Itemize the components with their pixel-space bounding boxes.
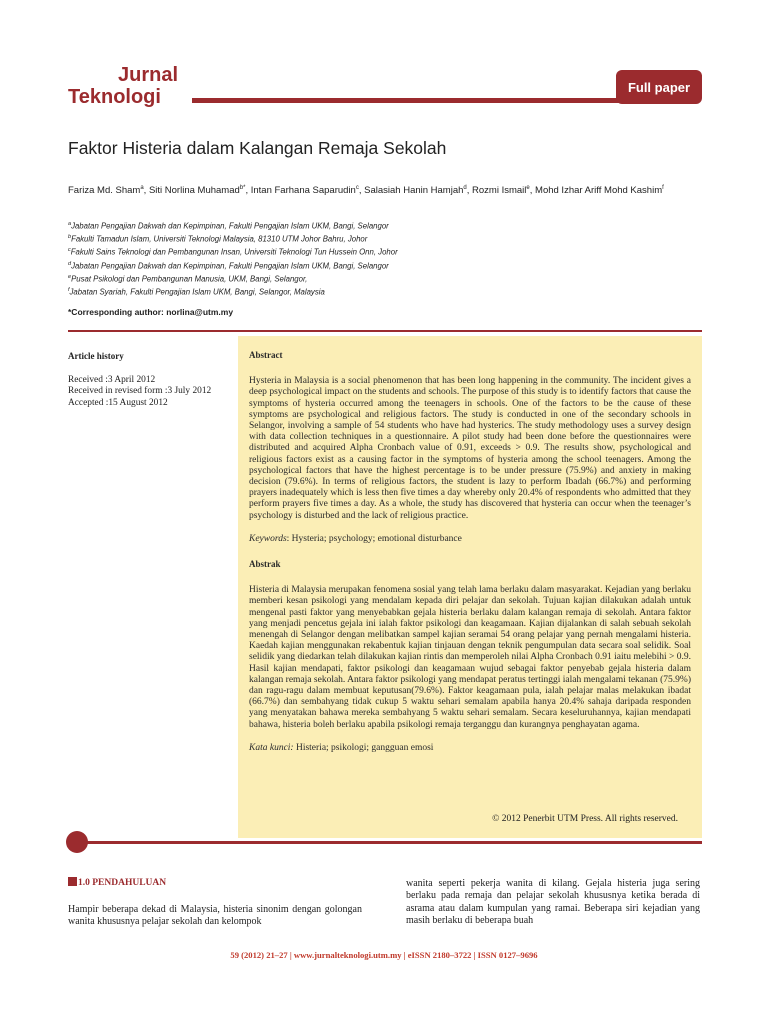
abstrak-heading: Abstrak (249, 559, 281, 570)
bottom-divider (68, 841, 702, 844)
affiliation-sup: c (68, 247, 71, 254)
body-column-right: wanita seperti pekerja wanita di kilang. Gejala histeria juga sering berlaku pada remaja dan pelajar sekolah khususnya ketika berada di asrama atau dalam kumpulan yang ramai. Beberapa siri kejadian yang masih berlaku di beberapa buah (406, 878, 700, 927)
author-name: Salasiah Hanin Hamjah (364, 185, 464, 197)
page-footer[interactable]: 59 (2012) 21–27 | www.jurnalteknologi.utm.my | eISSN 2180–3722 | ISSN 0127–9696 (230, 950, 538, 960)
author-list: Fariza Md. Sham$^a$, Siti Norlina Muhamad$^{b*}$, Intan Farhana Saparudin$^c$, Salasiah Hanin Hamjah$^d$, Rozmi Ismail$^e$, Mohd Izhar Ariff Mohd Kashim$^f$ (68, 185, 664, 197)
abstrak-text: Histeria di Malaysia merupakan fenomena sosial yang telah lama berlaku dalam masyarakat. Kejadian yang berlaku memberi kesan psikologi yang mendalam kepada diri pelajar dan sekolah. Tujuan kajian dilakukan adalah untuk mengenal pasti faktor yang menyebabkan gejala histeria berlaku dalam kalangan remaja di sekolah. Antara faktor yang menjadi pencetus gejala ini ialah faktor psikologi dan keagamaan. Kajian dijalankan di salah sebuah sekolah menengah di Selangor dengan melibatkan sampel kajian seramai 54 orang pelajar yang pernah mengalami histeria. Kaedah kajian menggunakan rekabentuk kajian tinjauan dengan teknik pengumpulan data secara soal selidik. Soal selidik yang diedarkan telah dilakukan kajian rintis dan memperoleh nilai Alpha Cronbach 0.91 iaitu melebihi > 0.9. Hasil kajian mendapati, faktor psikologi dan keagamaan wujud sebagai faktor penyebab gejala histeria dalam kalangan remaja sekolah. Antara faktor psikologi yang mendapat peratus tertinggi ialah mengalami tekanan (75.9%) dan ragu-ragu dalam membuat keputusan(79.6%). Faktor keagamaan pula, ialah pelajar malas melakukan ibadat (66.7%) dan sembahyang tidak cukup 5 waktu sehari semalam apabila hanya 20.4% sahaja daripada responden yang menyatakan bahawa mereka sembahyang 5 waktu sehari semalam. Secara keseluruhannya, kajian mendapati bahawa, histeria boleh berlaku apabila psikologi remaja terganggu dan kurangnya penghayatan agama. (249, 585, 691, 730)
revised-date: Received in revised form :3 July 2012 (68, 386, 212, 397)
kata-kunci-text: Histeria; psikologi; gangguan emosi (293, 742, 434, 753)
affiliation-item (68, 232, 708, 245)
affiliation-sup: a (68, 221, 72, 227)
affiliation-list (68, 219, 708, 298)
affiliation-sup: b (68, 234, 72, 241)
received-date: Received :3 April 2012 (68, 375, 156, 385)
journal-logo (68, 64, 178, 108)
abstract-heading: Abstract (249, 350, 283, 360)
paper-title: Faktor Histeria dalam Kalangan Remaja Sekolah (68, 138, 447, 158)
abstract-keywords (249, 534, 691, 545)
keywords-text: : Hysteria; psychology; emotional disturbance (286, 533, 462, 544)
abstract-text: Hysteria in Malaysia is a social phenomenon that has been long happening in the community. The incident gives a deep psychological impact on the students and schools. The purpose of this study is to identify factors that cause the symptoms of hysteria occurred among the teenagers in schools. One of the factors to be the cause of these symptoms are psychological and religious factors. The study is conducted in one of the secondary schools in Selangor, involving a sample of 54 students who have had hysterics. The study methodology uses a survey design with data collection techniques in a questionnaire. A pilot study had been done before the questionnaires were distributed and acquired Alpha Cronbach value of 0.91, exceeds > 0.9. The results show, psychological and religious factors exist as a causing factor in the symptoms of hysteria among the school teenagers. Among the psychological factors that have the highest percentage is to be under pressure (75.9%) and anxiety in making decision (79.6%). In terms of religious factors, the student is lazy to perform Ibadah (66.7%) and performing prayers inadequately which is less then five times a day whereby only 20.4% of respondents who admitted that they perform prayers five times a day. As a whole, the study has discovered that hysteria can occur when the teenager’s psychology is disturbed and the lack of religious practice. (249, 376, 691, 521)
abstrak-keywords (249, 743, 691, 754)
section-title: 1.0 PENDAHULUAN (78, 878, 167, 888)
author-name: Mohd Izhar Ariff Mohd Kashim (535, 185, 663, 197)
affiliation-text: Jabatan Pengajian Dakwah dan Kepimpinan, Fakulti Pengajian Islam UKM, Bangi, Selangor (71, 261, 389, 271)
affiliation-item (68, 259, 708, 272)
section-square-icon (68, 877, 77, 886)
article-history-heading: Article history (68, 351, 124, 361)
logo-line-2: Teknologi (68, 86, 161, 108)
author-sup: d (463, 185, 467, 191)
affiliation-sup: e (68, 273, 72, 280)
affiliation-item (68, 219, 708, 232)
affiliation-text: Jabatan Pengajian Dakwah dan Kepimpinan, Fakulti Pengajian Islam UKM, Bangi, Selangor (71, 221, 389, 231)
header-rule (192, 98, 628, 103)
affiliation-text: Fakulti Sains Teknologi dan Pembangunan Insan, Universiti Teknologi Tun Hussein Onn, Johor (70, 247, 398, 257)
author-sup: b* (239, 185, 246, 191)
affiliation-sup: d (68, 260, 72, 267)
author-sup: e (526, 185, 530, 191)
accepted-date: Accepted :15 August 2012 (68, 397, 168, 408)
author-name: Rozmi Ismail (472, 185, 527, 197)
author-name: Fariza Md. Sham (68, 185, 141, 197)
affiliation-item (68, 285, 708, 298)
affiliation-item (68, 272, 708, 285)
author-sup: f (662, 185, 664, 191)
affiliation-text: Jabatan Syariah, Fakulti Pengajian Islam UKM, Bangi, Selangor, Malaysia (69, 287, 325, 297)
corresponding-author: *Corresponding author: norlina@utm.my (68, 307, 234, 317)
author-name: Siti Norlina Muhamad (148, 185, 240, 197)
kata-kunci-label: Kata kunci: (249, 742, 294, 753)
author-name: Intan Farhana Saparudin (250, 185, 356, 197)
affiliation-text: Pusat Psikologi dan Pembangunan Manusia, UKM, Bangi, Selangor, (71, 274, 308, 284)
section-heading (68, 877, 166, 888)
affiliation-text: Fakulti Tamadun Islam, Universiti Teknologi Malaysia, 81310 UTM Johor Bahru, Johor (71, 234, 368, 244)
copyright-notice: © 2012 Penerbit UTM Press. All rights reserved. (492, 814, 678, 824)
full-paper-badge: Full paper (616, 70, 702, 104)
author-sup: a (140, 185, 144, 191)
abstract-box (238, 336, 702, 838)
author-sup: c (355, 185, 359, 191)
body-column-left: Hampir beberapa dekad di Malaysia, histeria sinonim dengan golongan wanita khususnya pelajar sekolah dan kelompok (68, 904, 362, 928)
keywords-label: Keywords (249, 533, 287, 544)
divider-dot (66, 831, 88, 853)
affiliation-sup: f (68, 286, 70, 293)
article-history (68, 375, 218, 409)
top-divider (68, 330, 702, 332)
logo-line-1: Jurnal (118, 64, 179, 86)
affiliation-item (68, 245, 708, 258)
